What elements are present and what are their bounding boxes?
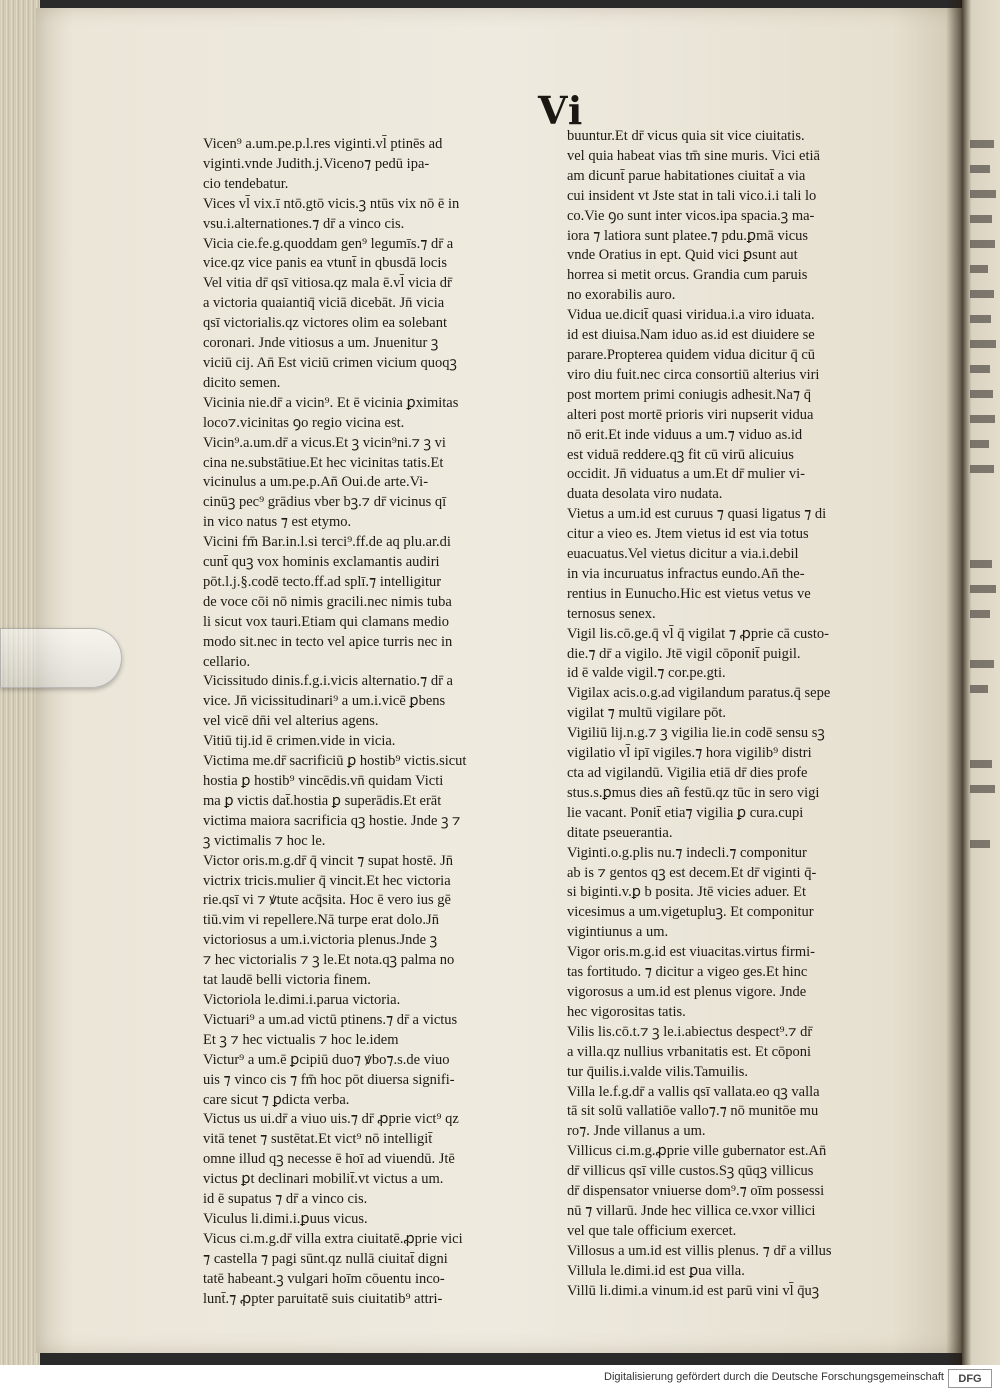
text-line: nū ⁊ villarū. Jnde hec villica ce.vxor villici xyxy=(567,1202,816,1219)
text-line: li sicut vox tauri.Etiam qui clamans medio xyxy=(203,613,450,630)
text-line: vsu.i.alternationes.⁊ dr̄ a vinco cis. xyxy=(203,215,405,232)
text-line: in via incuruatus infractus eundo.An̄ the- xyxy=(567,565,805,582)
text-line: Vicin⁹.a.um.dr̄ a vicus.Et ꝫ vicin⁹ni.⁊ ꝫ vi xyxy=(203,434,446,451)
text-line: vice. Jn̄ vicissitudinari⁹ a um.i.vicē ꝑbens xyxy=(203,693,446,710)
text-line: Vigiliū lij.n.g.⁊ ꝫ vigilia lie.in codē sensu sꝫ xyxy=(567,725,825,742)
text-line: buuntur.Et dr̄ vicus quia sit vice ciuitatis. xyxy=(567,128,805,144)
text-line: Vidua ue.dicit̄ quasi viridua.i.a viro iduata. xyxy=(567,307,815,324)
text-line: Vicia cie.fe.g.quoddam gen⁹ legumīs.⁊ dr̄ a xyxy=(203,235,454,252)
text-line: Villicus ci.m.g.ꝓprie ville gubernator est.An̄ xyxy=(567,1143,827,1160)
text-line: rentius in Eunucho.Hic est vietus vetus ve xyxy=(567,585,811,602)
text-line: Vigor oris.m.g.id est viuacitas.virtus firmi- xyxy=(567,944,816,961)
text-line: tiū.vim vi repellere.Nā turpe erat dolo.Jn̄ xyxy=(203,912,439,929)
text-line: rie.qsī vi ⁊ ꝟtute acq̄sita. Hoc ē vero ius gē xyxy=(203,892,451,909)
text-line: victoriosus a um.i.victoria plenus.Jnde ꝫ xyxy=(203,932,438,949)
text-line: vel quia habeat vias tm̄ sine muris. Vici etiā xyxy=(567,147,820,164)
text-line: coronari. Jnde vitiosus a um. Jnuenitur ꝫ xyxy=(203,335,439,352)
left-column xyxy=(203,135,558,1309)
text-line: viro diu fuit.nec circa consortiū alterius viri xyxy=(567,366,820,383)
text-line: tat laudē belli victoria finem. xyxy=(203,972,371,989)
text-line: tā sit solū vallatiōe vallo⁊.⁊ nō munitōe mu xyxy=(567,1103,819,1120)
text-line: horrea si metit orcus. Grandia cum paruis xyxy=(567,267,808,284)
text-line: alteri post mortē prioris viri nupserit vidua xyxy=(567,406,814,423)
text-line: Vietus a um.id est curuus ⁊ quasi ligatus ⁊ di xyxy=(567,506,827,523)
text-line: Vicus ci.m.g.dr̄ villa extra ciuitatē.ꝓprie vici xyxy=(203,1230,463,1247)
running-head: Vi xyxy=(538,88,584,133)
text-line: Vicissitudo dinis.f.g.i.vicis alternatio.⁊ dr̄ a xyxy=(203,673,453,690)
text-line: Vigilax acis.o.g.ad vigilandum paratus.q̄ sepe xyxy=(567,685,831,702)
text-line: tas fortitudo. ⁊ dicitur a vigeo ges.Et hinc xyxy=(567,964,808,981)
text-line: qsī victorialis.qz victores olim ea solebant xyxy=(203,315,448,332)
text-line: vel que tale officium exercet. xyxy=(567,1222,737,1239)
text-line: Vicen⁹ a.um.pe.p.l.res viginti.vl̄ ptinēs ad xyxy=(203,136,443,152)
text-line: cinūꝫ pec⁹ grādius vber bꝫ.⁊ dr̄ vicinus qī xyxy=(203,494,447,511)
text-line: Victor oris.m.g.dr̄ q̄ vincit ⁊ supat hostē. Jn̄ xyxy=(203,852,453,869)
text-line: post mortem primi coniugis adhesit.Na⁊ q̄ xyxy=(567,386,812,403)
text-line: ab is ⁊ gentos qꝫ est decem.Et dr̄ viginti q̄- xyxy=(567,864,817,881)
text-line: ditate pseuerantia. xyxy=(567,824,673,841)
text-line: Vigil lis.cō.ge.q̄ vl̄ q̄ vigilat ⁊ ꝓprie cā custo- xyxy=(567,625,829,642)
right-column xyxy=(567,127,922,1301)
text-line: iora ⁊ latiora sunt platee.⁊ pdu.ꝑmā vicus xyxy=(567,227,809,244)
text-line: viciū cij. An̄ Est viciū crimen vicium quoqꝫ xyxy=(203,354,457,371)
text-line: lie vacant. Ponit̄ etia⁊ vigilia ꝑ cura.cupi xyxy=(567,804,804,821)
text-line: Villosus a um.id est villis plenus. ⁊ dr̄ a villus xyxy=(567,1242,832,1259)
text-line: uis ⁊ vinco cis ⁊ fm̄ hoc pōt diuersa signifi- xyxy=(203,1071,455,1088)
text-line: Vices vl̄ vix.ī ntō.gtō vicis.ꝫ ntūs vix nō ē in xyxy=(203,195,460,212)
text-line: care sicut ⁊ ꝑdicta verba. xyxy=(203,1091,350,1108)
text-line: victrix tricis.mulier q̄ vincit.Et hec victoria xyxy=(203,872,451,889)
dfg-logo: DFG xyxy=(948,1369,992,1388)
text-line: vicesimus a um.vigetupluꝫ. Et componitur xyxy=(567,904,814,921)
text-line: Vel vitia dr̄ qsī vitiosa.qz mala ē.vl̄ vicia dr̄ xyxy=(203,275,452,292)
text-line: ma ꝑ victis dat̄.hostia ꝑ superādis.Et erāt xyxy=(203,792,442,809)
text-line: vice.qz vice panis ea vtunt̄ in qbusdā locis xyxy=(203,255,448,272)
text-line: ꝫ victimalis ⁊ hoc le. xyxy=(203,832,326,849)
text-line: Victuari⁹ a um.ad victū ptinens.⁊ dr̄ a victus xyxy=(203,1011,458,1028)
text-line: cunt̄ quꝫ vox hominis exclamantis audiri xyxy=(203,554,440,571)
text-line: viginti.vnde Judith.j.Viceno⁊ pedū ipa- xyxy=(203,155,430,172)
text-line: am dicunt̄ parue habitationes ciuitat̄ a via xyxy=(567,167,806,184)
text-line: co.Vie ꝯo sunt inter vicos.ipa spacia.ꝫ ma- xyxy=(567,207,815,224)
text-line: Villula le.dimi.id est ꝑua villa. xyxy=(567,1262,745,1279)
facing-page-edge xyxy=(962,0,1000,1365)
text-line: Vicini fm̄ Bar.in.l.si terci⁹.ff.de aq plu.ar.di xyxy=(203,534,451,551)
text-line: victima maiora sacrificia qꝫ hostie. Jnde ꝫ ⁊ xyxy=(203,812,461,829)
text-line: ternosus senex. xyxy=(567,605,656,622)
text-line: cta ad vigilandū. Vigilia etiā dr̄ dies profe xyxy=(567,765,808,781)
text-line: Viculus li.dimi.i.ꝑuus vicus. xyxy=(203,1210,368,1227)
text-line: ro⁊. Jnde villanus a um. xyxy=(567,1123,706,1140)
footer-bar xyxy=(0,1365,1000,1391)
text-line: occidit. Jn̄ viduatus a um.Et dr̄ mulier vi- xyxy=(567,466,805,483)
text-line: dicito semen. xyxy=(203,374,281,391)
text-line: vigintiunus a um. xyxy=(567,924,669,941)
text-line: Victur⁹ a um.ē ꝑcipiū duo⁊ ꝟbo⁊.s.de viuo xyxy=(203,1051,450,1068)
text-line: loco⁊.vicinitas ꝯo regio vicina est. xyxy=(203,414,405,431)
text-line: Et ꝫ ⁊ hec victualis ⁊ hoc le.idem xyxy=(203,1031,399,1048)
text-line: dr̄ villicus qsī ville custos.Sꝫ qūqꝫ villicus xyxy=(567,1163,814,1180)
text-line: hec vigorositas tatis. xyxy=(567,1003,686,1020)
text-line: vigorosus a um.id est plenus vigore. Jnde xyxy=(567,983,807,1000)
text-line: Victoriola le.dimi.i.parua victoria. xyxy=(203,991,401,1008)
text-line: modo sit.nec in tecto vel apice turris nec in xyxy=(203,633,453,650)
text-line: id ē valde vigil.⁊ cor.pe.gti. xyxy=(567,665,726,682)
text-line: pōt.l.j.§.codē tecto.ff.ad splī.⁊ intelligitur xyxy=(203,573,442,590)
text-line: stus.s.ꝑmus dies añ festū.qz tūc in sero vigi xyxy=(567,784,820,801)
text-line: de voce cōi nō nimis gracili.nec nimis tuba xyxy=(203,593,452,610)
text-line: die.⁊ dr̄ a vigilo. Jtē vigil cōponit̄ puigil. xyxy=(567,645,801,662)
text-line: a villa.qz nullius vrbanitatis est. Et cōponi xyxy=(567,1043,812,1060)
bookmark-tab xyxy=(0,628,122,688)
text-line: ⁊ castella ⁊ pagi sūnt.qz nullā ciuitat̄ digni xyxy=(203,1250,448,1267)
text-line: nō erit.Et inde viduus a um.⁊ viduo as.id xyxy=(567,426,803,443)
text-line: Villa le.f.g.dr̄ a vallis qsī vallata.eo qꝫ valla xyxy=(567,1083,820,1100)
text-line: in vico natus ⁊ est etymo. xyxy=(203,514,352,531)
text-line: cui insident vt Jste stat in tali vico.i.i tali lo xyxy=(567,187,817,204)
text-line: vitā tenet ⁊ sustētat.Et vict⁹ nō intelligit̄ xyxy=(203,1131,433,1148)
text-line: lunt̄.⁊ ꝓpter paruitatē suis ciuitatib⁹ attri- xyxy=(203,1290,443,1307)
text-line: Vitiū tij.id ē crimen.vide in vicia. xyxy=(203,733,396,750)
text-line: si biginti.v.ꝑ b posita. Jtē vicies aduer. Et xyxy=(567,884,807,901)
text-line: ⁊ hec victorialis ⁊ ꝫ le.Et nota.qꝫ palma no xyxy=(203,952,455,969)
text-line: Villū li.dimi.a vinum.id est parū vini vl̄ q̄uꝫ xyxy=(567,1282,820,1299)
text-line: no exorabilis auro. xyxy=(567,287,676,304)
text-line: Viginti.o.g.plis nu.⁊ indecli.⁊ componitur xyxy=(567,844,807,861)
text-line: Vilis lis.cō.t.⁊ ꝫ le.i.abiectus despect⁹.⁊ dr̄ xyxy=(567,1023,813,1040)
text-line: hostia ꝑ hostib⁹ vincēdis.vn̄ quidam Victi xyxy=(203,773,444,789)
text-line: cio tendebatur. xyxy=(203,175,289,192)
text-line: duata desolata viro nudata. xyxy=(567,486,723,503)
text-line: cina ne.substātiue.Et hec vicinitas tatis.Et xyxy=(203,454,444,471)
text-line: vicinulus a um.pe.p.An̄ Oui.de arte.Vi- xyxy=(203,474,429,491)
text-line: victus ꝑt declinari mobilit̄.vt victus a um. xyxy=(203,1171,444,1188)
text-line: parare.Propterea quidem vidua dicitur q̄ cū xyxy=(567,346,816,363)
text-line: vel vicē dn̄i vel alterius agens. xyxy=(203,713,379,730)
text-line: id est diuisa.Nam iduo as.id est diuidere se xyxy=(567,327,815,344)
footer-credit: Digitalisierung gefördert durch die Deutsche Forschungsgemeinschaft xyxy=(604,1371,944,1383)
text-line: euacuatus.Vel vietus dicitur a via.i.debil xyxy=(567,546,799,563)
text-line: a victoria quaiantiq̄ viciā dicebāt. Jn̄ vicia xyxy=(203,295,445,312)
text-line: dr̄ dispensator vniuerse dom⁹.⁊ oīm possessi xyxy=(567,1183,825,1200)
text-line: id ē supatus ⁊ dr̄ a vinco cis. xyxy=(203,1191,368,1208)
text-line: Victima me.dr̄ sacrificiū ꝑ hostib⁹ victis.sicut xyxy=(203,753,467,770)
text-line: Vicinia nie.dr̄ a vicin⁹. Et ē vicinia ꝑximitas xyxy=(203,394,459,411)
text-line: citur a vieo es. Jtem vietus id est via totus xyxy=(567,526,809,543)
text-line: est viduā reddere.qꝫ fit cū virū alicuius xyxy=(567,446,794,463)
text-line: vigilat ⁊ multū vigilare pōt. xyxy=(567,705,727,722)
text-line: omne illud qꝫ necesse ē hoī ad viuendū. Jtē xyxy=(203,1151,455,1168)
text-line: tatē habeant.ꝫ vulgari hoīm cōuentu inco- xyxy=(203,1270,445,1287)
text-line: tur q̄uilis.i.valde vilis.Tamuilis. xyxy=(567,1063,749,1080)
text-line: cellario. xyxy=(203,653,251,670)
text-line: vigilatio vl̄ ipī vigiles.⁊ hora vigilib⁹ distri xyxy=(567,745,812,762)
text-line: Victus us ui.dr̄ a viuo uis.⁊ dr̄ ꝓprie vict⁹ qz xyxy=(203,1111,459,1128)
text-line: vnde Oratius in ept. Quid vici ꝑsunt aut xyxy=(567,247,798,264)
